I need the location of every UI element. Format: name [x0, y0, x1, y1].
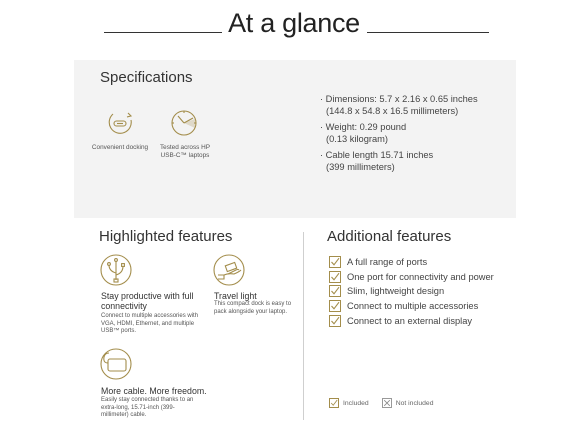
usb-c-laptops-icon — [169, 108, 199, 138]
docking-icon — [105, 108, 135, 138]
dimension-item — [320, 93, 510, 117]
additional-feature-label: A full range of ports — [347, 257, 428, 268]
title-rule-left — [104, 32, 222, 33]
dimension-main: · Dimensions: 5.7 x 2.16 x 0.65 inches — [320, 94, 478, 104]
travel-light-title: Travel light — [214, 291, 257, 301]
title-rule-right — [367, 32, 489, 33]
hand-travel-icon — [212, 253, 246, 287]
included-check-icon — [329, 315, 341, 327]
cable-length-sub: (399 millimeters) — [326, 162, 395, 172]
additional-feature-label: Connect to multiple accessories — [347, 301, 479, 312]
docking-caption: Convenient docking — [91, 144, 149, 151]
additional-features-heading: Additional features — [327, 228, 452, 245]
list-item — [329, 255, 494, 270]
more-cable-title: More cable. More freedom. — [101, 386, 207, 396]
weight-sub: (0.13 kilogram) — [326, 134, 389, 144]
list-item — [329, 284, 494, 299]
legend — [329, 398, 447, 408]
legend-not-included-label: Not included — [395, 399, 434, 407]
travel-light-desc: This compact dock is easy to pack alongside your laptop. — [214, 301, 292, 315]
title-row — [0, 8, 588, 42]
weight-item — [320, 121, 510, 145]
cable-icon — [99, 347, 133, 381]
additional-features-list — [329, 255, 494, 328]
additional-feature-label: Slim, lightweight design — [347, 286, 445, 297]
connectivity-title: Stay productive with full connectivity — [101, 291, 194, 311]
list-item — [329, 270, 494, 285]
page-title: At a glance — [228, 8, 360, 38]
not-included-x-icon — [382, 398, 392, 408]
legend-included-label: Included — [343, 399, 369, 407]
cable-length-item — [320, 149, 510, 173]
highlighted-features-heading: Highlighted features — [99, 228, 233, 245]
cable-length-main: · Cable length 15.71 inches — [320, 150, 434, 160]
included-check-icon — [329, 398, 339, 408]
dimension-list — [320, 93, 510, 177]
specifications-panel — [74, 60, 516, 218]
usb-c-laptops-caption: Tested across HP USB-C™ laptops — [159, 144, 211, 159]
list-item — [329, 299, 494, 314]
connectivity-icon — [99, 253, 133, 287]
additional-feature-label: One port for connectivity and power — [347, 271, 494, 282]
included-check-icon — [329, 271, 341, 283]
connectivity-desc: Connect to multiple accessories with VGA, HDMI, Ethernet, and multiple USB™ ports. — [101, 313, 199, 335]
section-divider — [303, 232, 304, 420]
more-cable-desc: Easily stay connected thanks to an extra-long, 15.71-inch (399-millimeter) cable. — [101, 397, 194, 419]
included-check-icon — [329, 285, 341, 297]
specifications-heading: Specifications — [100, 69, 193, 86]
included-check-icon — [329, 256, 341, 268]
weight-main: · Weight: 0.29 pound — [320, 122, 407, 132]
additional-feature-label: Connect to an external display — [347, 315, 473, 326]
list-item — [329, 313, 494, 328]
dimension-sub: (144.8 x 54.8 x 16.5 millimeters) — [326, 106, 459, 116]
included-check-icon — [329, 300, 341, 312]
